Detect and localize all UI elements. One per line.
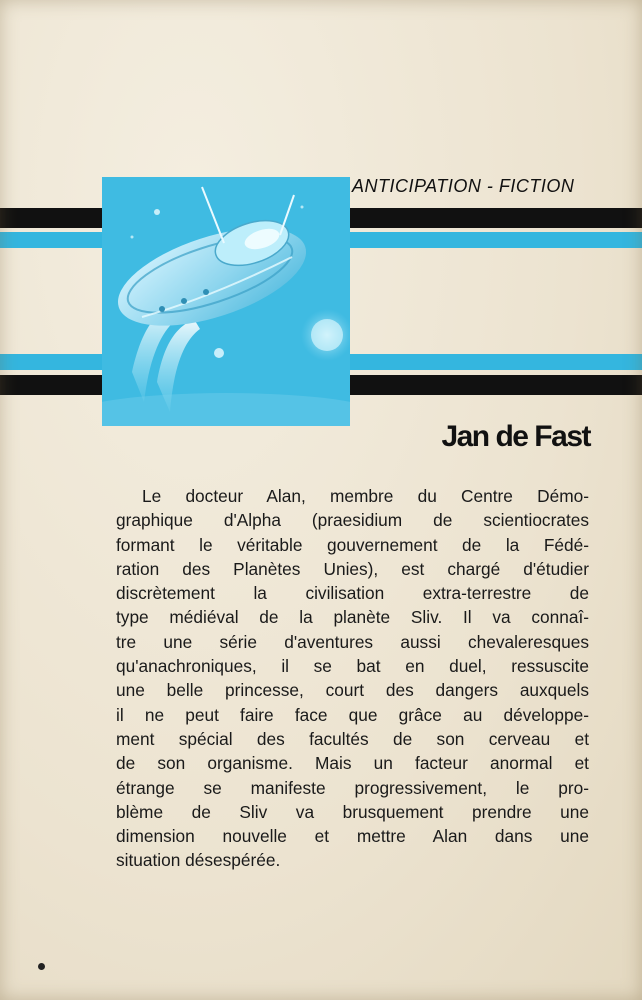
blurb-line: dimension nouvelle et mettre Alan dans une	[116, 826, 589, 847]
spaceship-icon	[102, 177, 350, 426]
blurb-line: ration des Planètes Unies), est chargé d'étudier	[116, 558, 589, 579]
ink-speck	[38, 963, 45, 970]
blurb-line: il ne peut faire face que grâce au développe-	[116, 704, 589, 725]
blurb-line: tre une série d'aventures aussi chevaleresques	[116, 631, 589, 652]
blurb-line: Le docteur Alan, membre du Centre Démo-	[142, 486, 589, 506]
blurb-line: étrange se manifeste progressivement, le pro-	[116, 777, 589, 798]
blurb-line: formant le véritable gouvernement de la Fédé-	[116, 534, 589, 555]
blurb-line: type médiéval de la planète Sliv. Il va connaî-	[116, 607, 589, 628]
blurb-line: blème de Sliv va brusquement prendre une	[116, 801, 589, 822]
blurb-text	[116, 484, 589, 873]
series-label: ANTICIPATION - FICTION	[352, 176, 575, 196]
blurb-line: ment spécial des facultés de son cerveau et	[116, 728, 589, 749]
blurb-line: graphique d'Alpha (praesidium de scientiocrates	[116, 510, 589, 531]
spaceship-illustration	[102, 177, 350, 426]
blurb-line: une belle princesse, court des dangers auxquels	[116, 680, 589, 701]
blurb-line: de son organisme. Mais un facteur anormal et	[116, 753, 589, 774]
blurb-line: situation désespérée.	[116, 850, 281, 871]
blurb-line: qu'anachroniques, il se bat en duel, ressuscite	[116, 656, 589, 677]
blurb-line: discrètement la civilisation extra-terrestre de	[116, 583, 589, 604]
author-name: Jan de Fast	[441, 420, 590, 453]
